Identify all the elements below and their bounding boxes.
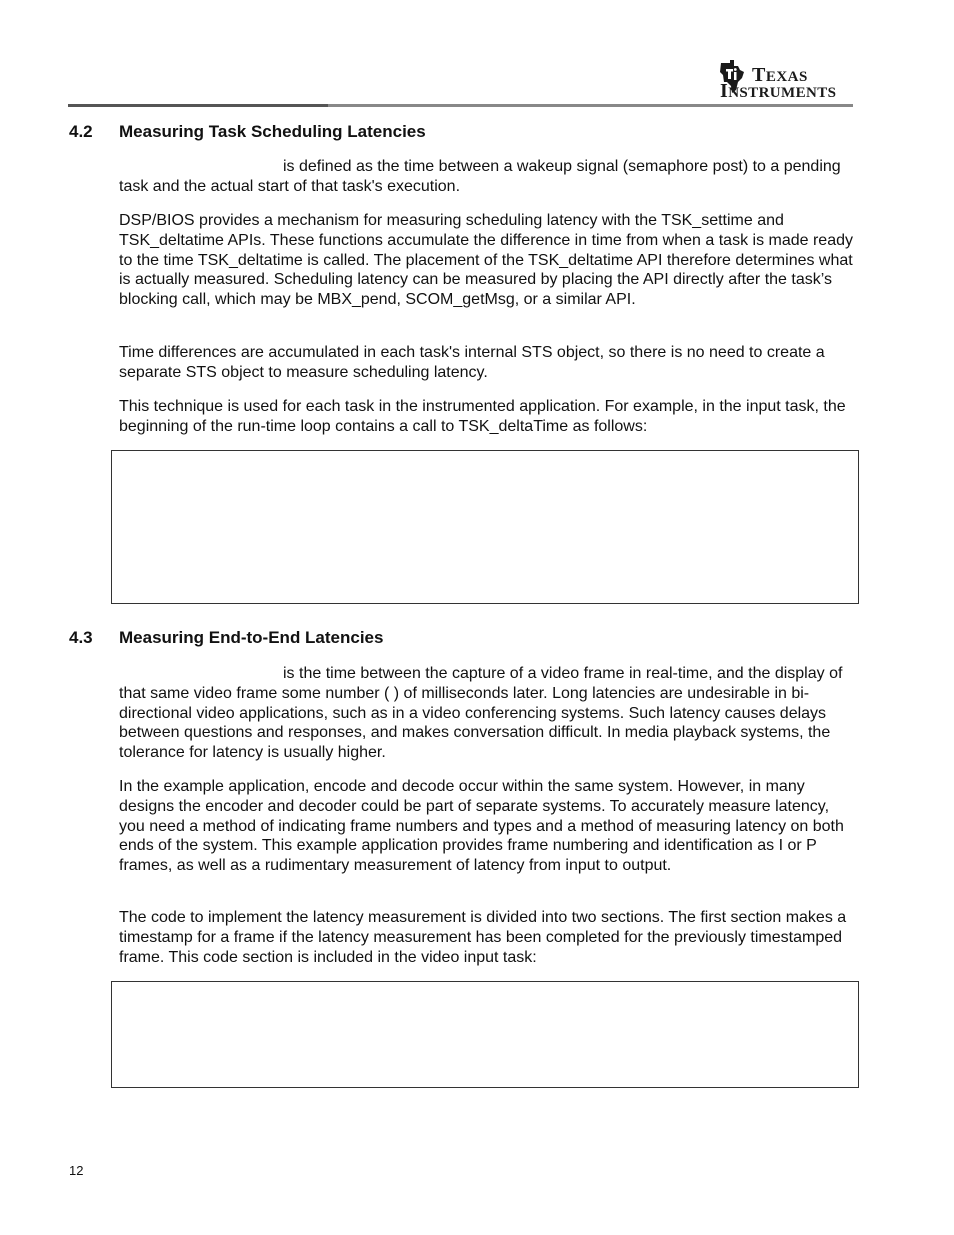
paragraph: is the time between the capture of a video frame in real-time, and the display of that same video frame some number ( ) of milliseconds later. Long latencies are undesirable in bi-directional video applications, such as in a video conferencing systems. Such latency causes delays between questions and responses, and makes conversation difficult. In media playback systems, the tolerance for latency is usually higher.	[119, 665, 843, 762]
section-title: Measuring End-to-End Latencies	[119, 628, 384, 647]
paragraph: is defined as the time between a wakeup signal (semaphore post) to a pending task and the actual start of that task's execution.	[119, 158, 841, 195]
code-block	[111, 450, 859, 604]
page-number: 12	[69, 1163, 84, 1178]
paragraph: Time differences are accumulated in each task's internal STS object, so there is no need to create a separate STS object to measure scheduling latency.	[119, 344, 825, 381]
section-number: 4.3	[69, 628, 93, 647]
paragraph: In the example application, encode and decode occur within the same system. However, in many designs the encoder and decoder could be part of separate systems. To accurately measure latency, you need a method of indicating frame numbers and types and a method of measuring latency on both ends of the system. This example application provides frame numbering and identification as I or P frames, as well as a rudimentary measurement of latency from input to output.	[119, 778, 844, 875]
paragraph: The code to implement the latency measurement is divided into two sections. The first section makes a timestamp for a frame if the latency measurement has been completed for the previously timestamped frame. This code section is included in the video input task:	[119, 909, 847, 966]
paragraph: DSP/BIOS provides a mechanism for measuring scheduling latency with the TSK_settime and TSK_deltatime APIs. These functions accumulate the difference in time from when a task is made ready to the time TSK_deltatime is called. The placement of the TSK_deltatime API therefore determines what is actually measured. Scheduling latency can be measured by placing the API directly after the task’s blocking call, which may be MBX_pend, SCOM_getMsg, or a similar API.	[119, 212, 853, 309]
ti-logo: TEXAS INSTRUMENTS	[716, 60, 846, 104]
paragraph: This technique is used for each task in the instrumented application. For example, in the input task, the beginning of the run-time loop contains a call to TSK_deltaTime as follows:	[119, 398, 846, 435]
section-number: 4.2	[69, 122, 93, 141]
section-title: Measuring Task Scheduling Latencies	[119, 122, 426, 141]
header-rule-accent	[68, 104, 328, 107]
code-block	[111, 981, 859, 1088]
